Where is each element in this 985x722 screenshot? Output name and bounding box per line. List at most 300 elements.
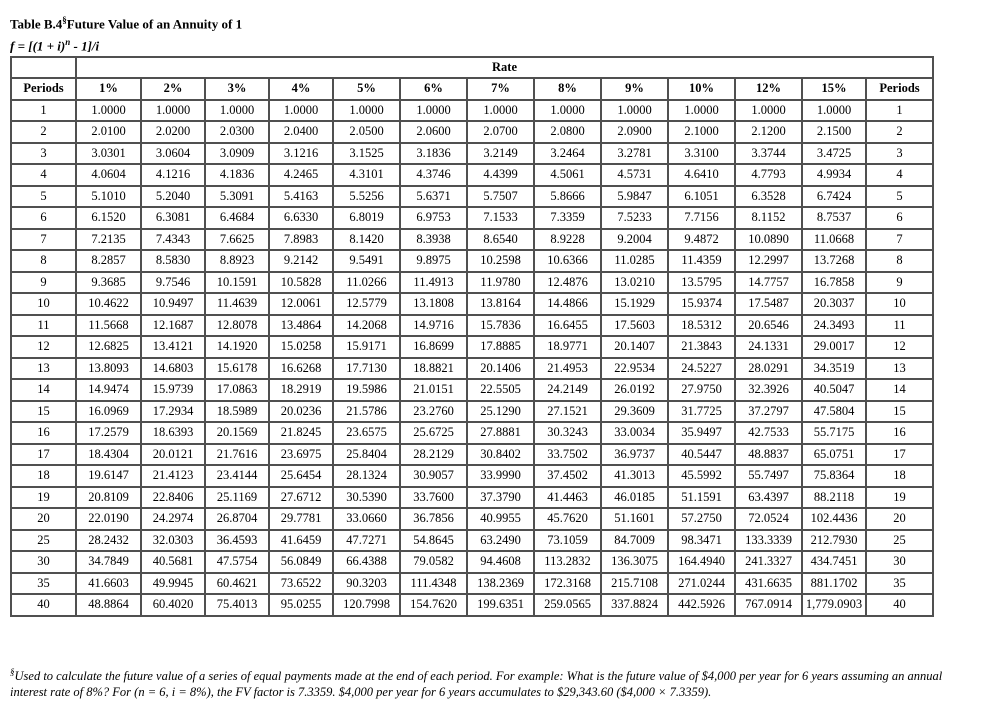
value-cell: 5.2040: [141, 186, 205, 208]
value-cell: 337.8824: [601, 594, 668, 616]
value-cell: 164.4940: [668, 551, 735, 573]
value-cell: 431.6635: [735, 573, 802, 595]
value-cell: 51.1601: [601, 508, 668, 530]
period-cell: 8: [11, 250, 76, 272]
value-cell: 7.6625: [205, 229, 269, 251]
period-cell: 5: [11, 186, 76, 208]
formula-exponent: n: [65, 37, 71, 48]
value-cell: 28.2432: [76, 530, 141, 552]
value-cell: 16.0969: [76, 401, 141, 423]
value-cell: 10.6366: [534, 250, 601, 272]
value-cell: 212.7930: [802, 530, 866, 552]
value-cell: 88.2118: [802, 487, 866, 509]
value-cell: 13.8164: [467, 293, 534, 315]
value-cell: 3.0301: [76, 143, 141, 165]
value-cell: 20.6546: [735, 315, 802, 337]
table-row: [11, 551, 933, 573]
value-cell: 3.3100: [668, 143, 735, 165]
value-cell: 16.7858: [802, 272, 866, 294]
value-cell: 4.3746: [400, 164, 467, 186]
value-cell: 48.8864: [76, 594, 141, 616]
value-cell: 28.1324: [333, 465, 400, 487]
value-cell: 75.4013: [205, 594, 269, 616]
value-cell: 24.5227: [668, 358, 735, 380]
value-cell: 49.9945: [141, 573, 205, 595]
value-cell: 8.1152: [735, 207, 802, 229]
rate-header-cell: 5%: [333, 78, 400, 100]
value-cell: 20.3037: [802, 293, 866, 315]
value-cell: 2.1000: [668, 121, 735, 143]
value-cell: 3.2149: [467, 143, 534, 165]
value-cell: 29.0017: [802, 336, 866, 358]
value-cell: 30.9057: [400, 465, 467, 487]
rate-header-cell: 4%: [269, 78, 333, 100]
value-cell: 15.6178: [205, 358, 269, 380]
value-cell: 34.7849: [76, 551, 141, 573]
value-cell: 40.5681: [141, 551, 205, 573]
blank-header-cell: [11, 57, 76, 78]
value-cell: 5.5256: [333, 186, 400, 208]
table-row: [11, 508, 933, 530]
value-cell: 17.8885: [467, 336, 534, 358]
value-cell: 33.7502: [534, 444, 601, 466]
value-cell: 7.4343: [141, 229, 205, 251]
table-row: [11, 121, 933, 143]
formula-part-2: - 1]/i: [70, 38, 100, 54]
value-cell: 6.6330: [269, 207, 333, 229]
value-cell: 17.5603: [601, 315, 668, 337]
period-cell: 16: [11, 422, 76, 444]
value-cell: 4.6410: [668, 164, 735, 186]
value-cell: 25.8404: [333, 444, 400, 466]
value-cell: 271.0244: [668, 573, 735, 595]
value-cell: 18.5989: [205, 401, 269, 423]
value-cell: 23.4144: [205, 465, 269, 487]
period-cell: 2: [11, 121, 76, 143]
period-cell: 11: [11, 315, 76, 337]
value-cell: 23.6975: [269, 444, 333, 466]
value-cell: 33.7600: [400, 487, 467, 509]
value-cell: 5.6371: [400, 186, 467, 208]
value-cell: 1.0000: [76, 100, 141, 122]
value-cell: 1,779.0903: [802, 594, 866, 616]
value-cell: 3.3744: [735, 143, 802, 165]
table-title: [10, 11, 242, 33]
value-cell: 27.9750: [668, 379, 735, 401]
value-cell: 3.1216: [269, 143, 333, 165]
value-cell: 18.9771: [534, 336, 601, 358]
value-cell: 3.1836: [400, 143, 467, 165]
value-cell: 1.0000: [467, 100, 534, 122]
value-cell: 46.0185: [601, 487, 668, 509]
value-cell: 2.0600: [400, 121, 467, 143]
value-cell: 6.9753: [400, 207, 467, 229]
value-cell: 10.9497: [141, 293, 205, 315]
value-cell: 15.9374: [668, 293, 735, 315]
value-cell: 45.7620: [534, 508, 601, 530]
period-cell-right: 3: [866, 143, 933, 165]
value-cell: 10.5828: [269, 272, 333, 294]
rate-header-cell: 15%: [802, 78, 866, 100]
value-cell: 20.1569: [205, 422, 269, 444]
value-cell: 14.9474: [76, 379, 141, 401]
value-cell: 17.7130: [333, 358, 400, 380]
value-cell: 13.4121: [141, 336, 205, 358]
period-cell-right: 7: [866, 229, 933, 251]
period-cell-right: 9: [866, 272, 933, 294]
value-cell: 11.5668: [76, 315, 141, 337]
period-cell: 9: [11, 272, 76, 294]
period-cell-right: 12: [866, 336, 933, 358]
value-cell: 12.8078: [205, 315, 269, 337]
value-cell: 13.4864: [269, 315, 333, 337]
value-cell: 13.5795: [668, 272, 735, 294]
value-cell: 5.3091: [205, 186, 269, 208]
value-cell: 16.8699: [400, 336, 467, 358]
value-cell: 4.3101: [333, 164, 400, 186]
value-cell: 17.2934: [141, 401, 205, 423]
value-cell: 23.6575: [333, 422, 400, 444]
value-cell: 24.2974: [141, 508, 205, 530]
table-row: [11, 487, 933, 509]
value-cell: 29.3609: [601, 401, 668, 423]
value-cell: 20.1406: [467, 358, 534, 380]
period-cell-right: 5: [866, 186, 933, 208]
value-cell: 37.4502: [534, 465, 601, 487]
value-cell: 1.0000: [205, 100, 269, 122]
table-row: [11, 207, 933, 229]
value-cell: 8.7537: [802, 207, 866, 229]
value-cell: 21.8245: [269, 422, 333, 444]
rate-header-cell: 7%: [467, 78, 534, 100]
value-cell: 20.0236: [269, 401, 333, 423]
table-row: [11, 164, 933, 186]
value-cell: 41.4463: [534, 487, 601, 509]
value-cell: 3.4725: [802, 143, 866, 165]
value-cell: 34.3519: [802, 358, 866, 380]
value-cell: 11.0668: [802, 229, 866, 251]
table-row: [11, 465, 933, 487]
value-cell: 8.3938: [400, 229, 467, 251]
value-cell: 14.2068: [333, 315, 400, 337]
value-cell: 41.6459: [269, 530, 333, 552]
period-cell-right: 17: [866, 444, 933, 466]
period-cell-right: 25: [866, 530, 933, 552]
period-cell: 13: [11, 358, 76, 380]
value-cell: 6.4684: [205, 207, 269, 229]
value-cell: 17.2579: [76, 422, 141, 444]
value-cell: 7.8983: [269, 229, 333, 251]
rate-header-cell: 12%: [735, 78, 802, 100]
value-cell: 1.0000: [668, 100, 735, 122]
period-cell-right: 40: [866, 594, 933, 616]
value-cell: 63.2490: [467, 530, 534, 552]
value-cell: 65.0751: [802, 444, 866, 466]
period-cell: 12: [11, 336, 76, 358]
table-row: [11, 379, 933, 401]
period-cell-right: 4: [866, 164, 933, 186]
value-cell: 113.2832: [534, 551, 601, 573]
value-cell: 47.5804: [802, 401, 866, 423]
table-row: [11, 401, 933, 423]
value-cell: 9.5491: [333, 250, 400, 272]
value-cell: 13.0210: [601, 272, 668, 294]
value-cell: 33.9990: [467, 465, 534, 487]
value-cell: 10.4622: [76, 293, 141, 315]
period-cell-right: 16: [866, 422, 933, 444]
value-cell: 19.5986: [333, 379, 400, 401]
value-cell: 767.0914: [735, 594, 802, 616]
value-cell: 6.3528: [735, 186, 802, 208]
value-cell: 8.8923: [205, 250, 269, 272]
value-cell: 14.6803: [141, 358, 205, 380]
value-cell: 5.1010: [76, 186, 141, 208]
value-cell: 33.0034: [601, 422, 668, 444]
value-cell: 12.6825: [76, 336, 141, 358]
period-cell-right: 8: [866, 250, 933, 272]
value-cell: 20.8109: [76, 487, 141, 509]
value-cell: 31.7725: [668, 401, 735, 423]
value-cell: 22.8406: [141, 487, 205, 509]
period-cell-right: 14: [866, 379, 933, 401]
value-cell: 1.0000: [601, 100, 668, 122]
value-cell: 4.1216: [141, 164, 205, 186]
value-cell: 18.8821: [400, 358, 467, 380]
period-cell: 14: [11, 379, 76, 401]
value-cell: 36.4593: [205, 530, 269, 552]
value-cell: 56.0849: [269, 551, 333, 573]
value-cell: 22.5505: [467, 379, 534, 401]
value-cell: 26.8704: [205, 508, 269, 530]
value-cell: 1.0000: [802, 100, 866, 122]
value-cell: 94.4608: [467, 551, 534, 573]
value-cell: 11.0285: [601, 250, 668, 272]
value-cell: 241.3327: [735, 551, 802, 573]
value-cell: 42.7533: [735, 422, 802, 444]
period-cell-right: 1: [866, 100, 933, 122]
annuity-table: [10, 56, 934, 617]
value-cell: 8.2857: [76, 250, 141, 272]
footnote-mark: §: [10, 667, 15, 677]
value-cell: 259.0565: [534, 594, 601, 616]
value-cell: 25.1290: [467, 401, 534, 423]
period-cell: 15: [11, 401, 76, 423]
value-cell: 4.0604: [76, 164, 141, 186]
rate-group-header: Rate: [76, 57, 933, 78]
value-cell: 3.1525: [333, 143, 400, 165]
value-cell: 72.0524: [735, 508, 802, 530]
value-cell: 18.6393: [141, 422, 205, 444]
period-cell: 25: [11, 530, 76, 552]
value-cell: 11.4639: [205, 293, 269, 315]
value-cell: 63.4397: [735, 487, 802, 509]
value-cell: 66.4388: [333, 551, 400, 573]
value-cell: 18.2919: [269, 379, 333, 401]
value-cell: 23.2760: [400, 401, 467, 423]
value-cell: 17.0863: [205, 379, 269, 401]
value-cell: 22.9534: [601, 358, 668, 380]
value-cell: 21.0151: [400, 379, 467, 401]
value-cell: 102.4436: [802, 508, 866, 530]
value-cell: 21.4123: [141, 465, 205, 487]
value-cell: 199.6351: [467, 594, 534, 616]
value-cell: 73.6522: [269, 573, 333, 595]
value-cell: 32.0303: [141, 530, 205, 552]
value-cell: 20.1407: [601, 336, 668, 358]
table-label: Table B.4: [10, 16, 63, 32]
value-cell: 57.2750: [668, 508, 735, 530]
value-cell: 47.7271: [333, 530, 400, 552]
value-cell: 1.0000: [333, 100, 400, 122]
table-row: [11, 422, 933, 444]
value-cell: 15.9171: [333, 336, 400, 358]
value-cell: 1.0000: [269, 100, 333, 122]
value-cell: 40.9955: [467, 508, 534, 530]
value-cell: 138.2369: [467, 573, 534, 595]
value-cell: 2.0500: [333, 121, 400, 143]
value-cell: 8.9228: [534, 229, 601, 251]
value-cell: 54.8645: [400, 530, 467, 552]
value-cell: 4.5731: [601, 164, 668, 186]
footnote-text: Used to calculate the future value of a series of equal payments made at the end of each period. For example: What is the future value of $4,000 per year for 6 years assuming an annual interest rate of 8%? For (n = 6, i = 8%), the FV factor is 7.3359. $4,000 per year for 6 years accumulates to $29,343.60 ($4,000 × 7.3359).: [10, 669, 943, 700]
value-cell: 9.2142: [269, 250, 333, 272]
value-cell: 25.1169: [205, 487, 269, 509]
value-cell: 25.6454: [269, 465, 333, 487]
value-cell: 90.3203: [333, 573, 400, 595]
period-cell-right: 18: [866, 465, 933, 487]
value-cell: 21.3843: [668, 336, 735, 358]
period-cell: 40: [11, 594, 76, 616]
rate-group-row: [11, 57, 933, 78]
value-cell: 75.8364: [802, 465, 866, 487]
value-cell: 4.2465: [269, 164, 333, 186]
value-cell: 51.1591: [668, 487, 735, 509]
period-cell-right: 20: [866, 508, 933, 530]
value-cell: 7.7156: [668, 207, 735, 229]
value-cell: 60.4621: [205, 573, 269, 595]
value-cell: 881.1702: [802, 573, 866, 595]
value-cell: 6.1520: [76, 207, 141, 229]
table-row: [11, 186, 933, 208]
value-cell: 84.7009: [601, 530, 668, 552]
value-cell: 15.9739: [141, 379, 205, 401]
period-cell-right: 19: [866, 487, 933, 509]
table-title-text: Future Value of an Annuity of 1: [66, 16, 243, 32]
value-cell: 3.0909: [205, 143, 269, 165]
value-cell: 95.0255: [269, 594, 333, 616]
value-cell: 12.2997: [735, 250, 802, 272]
table-row: [11, 315, 933, 337]
value-cell: 27.6712: [269, 487, 333, 509]
table-title-block: [10, 11, 242, 56]
value-cell: 33.0660: [333, 508, 400, 530]
value-cell: 24.3493: [802, 315, 866, 337]
section-mark: §: [62, 15, 67, 25]
value-cell: 20.0121: [141, 444, 205, 466]
value-cell: 8.1420: [333, 229, 400, 251]
value-cell: 21.4953: [534, 358, 601, 380]
period-cell: 10: [11, 293, 76, 315]
period-cell: 20: [11, 508, 76, 530]
value-cell: 73.1059: [534, 530, 601, 552]
rate-header-cell: 9%: [601, 78, 668, 100]
period-cell: 4: [11, 164, 76, 186]
value-cell: 5.4163: [269, 186, 333, 208]
value-cell: 442.5926: [668, 594, 735, 616]
value-cell: 17.5487: [735, 293, 802, 315]
period-cell-right: 30: [866, 551, 933, 573]
value-cell: 133.3339: [735, 530, 802, 552]
value-cell: 7.5233: [601, 207, 668, 229]
value-cell: 10.1591: [205, 272, 269, 294]
period-cell: 17: [11, 444, 76, 466]
value-cell: 55.7497: [735, 465, 802, 487]
value-cell: 6.8019: [333, 207, 400, 229]
value-cell: 172.3168: [534, 573, 601, 595]
value-cell: 45.5992: [668, 465, 735, 487]
table-body: [11, 100, 933, 616]
period-cell-right: 13: [866, 358, 933, 380]
value-cell: 35.9497: [668, 422, 735, 444]
value-cell: 12.4876: [534, 272, 601, 294]
value-cell: 18.4304: [76, 444, 141, 466]
value-cell: 6.3081: [141, 207, 205, 229]
value-cell: 14.9716: [400, 315, 467, 337]
period-cell: 18: [11, 465, 76, 487]
value-cell: 19.6147: [76, 465, 141, 487]
table-formula: [10, 33, 242, 55]
value-cell: 4.4399: [467, 164, 534, 186]
value-cell: 26.0192: [601, 379, 668, 401]
rate-header-cell: 2%: [141, 78, 205, 100]
value-cell: 30.5390: [333, 487, 400, 509]
value-cell: 36.9737: [601, 444, 668, 466]
value-cell: 30.8402: [467, 444, 534, 466]
value-cell: 2.0700: [467, 121, 534, 143]
table-row: [11, 229, 933, 251]
value-cell: 24.2149: [534, 379, 601, 401]
value-cell: 136.3075: [601, 551, 668, 573]
value-cell: 29.7781: [269, 508, 333, 530]
value-cell: 15.7836: [467, 315, 534, 337]
table-row: [11, 272, 933, 294]
rate-header-cell: 1%: [76, 78, 141, 100]
table-row: [11, 143, 933, 165]
value-cell: 1.0000: [534, 100, 601, 122]
value-cell: 41.6603: [76, 573, 141, 595]
value-cell: 28.0291: [735, 358, 802, 380]
value-cell: 120.7998: [333, 594, 400, 616]
table-row: [11, 594, 933, 616]
rate-header-cell: 6%: [400, 78, 467, 100]
value-cell: 9.3685: [76, 272, 141, 294]
value-cell: 47.5754: [205, 551, 269, 573]
period-cell-right: 15: [866, 401, 933, 423]
table-row: [11, 336, 933, 358]
value-cell: 215.7108: [601, 573, 668, 595]
value-cell: 1.0000: [141, 100, 205, 122]
value-cell: 5.9847: [601, 186, 668, 208]
period-cell-right: 10: [866, 293, 933, 315]
value-cell: 14.4866: [534, 293, 601, 315]
value-cell: 5.7507: [467, 186, 534, 208]
value-cell: 4.5061: [534, 164, 601, 186]
value-cell: 2.0300: [205, 121, 269, 143]
value-cell: 24.1331: [735, 336, 802, 358]
value-cell: 9.8975: [400, 250, 467, 272]
value-cell: 6.7424: [802, 186, 866, 208]
table-row: [11, 358, 933, 380]
